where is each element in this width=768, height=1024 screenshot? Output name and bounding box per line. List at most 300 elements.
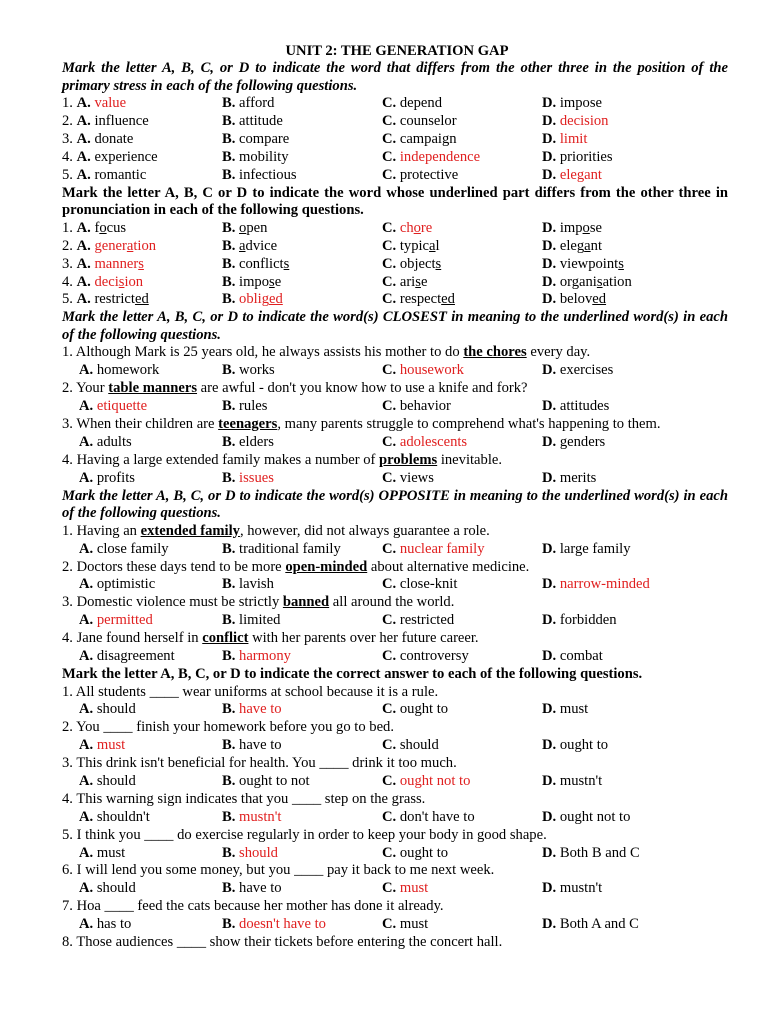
correct-answer: doesn't have to	[239, 916, 326, 933]
question-stem	[62, 559, 728, 577]
answer-option[interactable]	[222, 113, 382, 131]
stem-text: , many parents struggle to comprehend what's happening to them.	[277, 416, 661, 433]
answer-option[interactable]	[222, 274, 382, 292]
option-text: conflicts	[239, 255, 290, 272]
answer-option[interactable]	[382, 470, 542, 488]
answer-option[interactable]	[542, 113, 608, 131]
option-text: homework	[96, 362, 160, 379]
answer-option[interactable]	[382, 149, 542, 167]
option-letter: C.	[382, 398, 400, 415]
option-letter: D.	[542, 916, 560, 933]
answer-option[interactable]	[542, 880, 602, 898]
question-number: 1.	[62, 344, 76, 361]
answer-option[interactable]	[62, 131, 222, 149]
underlined-sound: s	[435, 255, 442, 272]
correct-answer: have to	[239, 701, 282, 718]
underlined-sound: ed	[134, 291, 149, 308]
question-stem	[62, 344, 728, 362]
option-text: should	[399, 737, 439, 754]
question-number: 2.	[62, 113, 77, 130]
question-number: 3.	[62, 130, 77, 147]
option-text: objects	[399, 255, 442, 272]
underlined-sound: s	[618, 255, 624, 272]
answer-option[interactable]	[79, 362, 222, 380]
answer-option[interactable]	[222, 131, 382, 149]
correct-answer: permitted	[96, 612, 153, 629]
stem-text: Although Mark is 25 years old, he always assists his mother to do	[75, 344, 464, 361]
option-letter: D.	[542, 737, 560, 754]
option-letter: C.	[382, 291, 400, 308]
option-letter: B.	[222, 844, 240, 861]
answer-option[interactable]	[542, 95, 602, 113]
answer-option[interactable]	[222, 773, 382, 791]
answer-option[interactable]	[382, 648, 542, 666]
answer-option[interactable]	[222, 648, 382, 666]
answer-option[interactable]	[62, 256, 222, 274]
options-row	[62, 612, 728, 630]
answer-option[interactable]	[79, 701, 222, 719]
answer-option[interactable]	[542, 149, 613, 167]
answer-option[interactable]	[542, 256, 624, 274]
question-number: 4.	[62, 451, 77, 468]
option-letter: B.	[222, 540, 240, 557]
options-row	[62, 737, 728, 755]
option-letter: D.	[542, 433, 560, 450]
answer-option[interactable]	[79, 809, 222, 827]
option-text: rules	[239, 398, 268, 415]
answer-option[interactable]	[222, 95, 382, 113]
section-instruction: Mark the letter A, B, C, or D to indicate the word that differs from the other three in the position of the primary stress in each of the following questions.	[62, 60, 728, 94]
answer-option[interactable]	[382, 220, 542, 238]
option-text: counselor	[399, 113, 457, 130]
answer-option[interactable]	[62, 291, 222, 309]
option-letter: B.	[222, 291, 240, 308]
stem-text: I will lend you some money, but you ____ pay it back to me next week.	[76, 862, 495, 879]
answer-option[interactable]	[222, 470, 382, 488]
option-letter: A.	[76, 273, 95, 290]
answer-option[interactable]	[79, 576, 222, 594]
answer-option[interactable]	[542, 845, 640, 863]
option-letter: C.	[382, 648, 400, 665]
option-text: focus	[94, 219, 127, 236]
answer-option[interactable]	[62, 95, 222, 113]
answer-option[interactable]	[382, 434, 542, 452]
option-letter: C.	[382, 880, 400, 897]
correct-answer: must	[96, 737, 126, 754]
answer-option[interactable]	[62, 149, 222, 167]
option-letter: C.	[382, 95, 400, 112]
options-row	[62, 541, 728, 559]
answer-option[interactable]	[542, 773, 602, 791]
underlined-sound: o	[99, 219, 107, 236]
answer-option[interactable]	[382, 809, 542, 827]
answer-option[interactable]	[222, 398, 382, 416]
answer-option[interactable]	[542, 737, 608, 755]
answer-option[interactable]	[382, 238, 542, 256]
option-letter: D.	[542, 648, 560, 665]
answer-option[interactable]	[79, 648, 222, 666]
answer-option[interactable]	[382, 541, 542, 559]
options-row	[62, 291, 728, 309]
answer-option[interactable]	[222, 880, 382, 898]
underlined-keyword: conflict	[202, 630, 249, 647]
correct-answer: mustn't	[239, 808, 282, 825]
option-letter: A.	[79, 648, 97, 665]
answer-option[interactable]	[542, 274, 632, 292]
stem-text: You ____ finish your homework before you go to bed.	[76, 719, 394, 736]
underlined-keyword: problems	[379, 451, 438, 468]
underlined-sound: o	[413, 219, 421, 236]
page-title: UNIT 2: THE GENERATION GAP	[285, 43, 509, 59]
option-letter: A.	[79, 701, 97, 718]
answer-option[interactable]	[79, 845, 222, 863]
question-number: 4.	[62, 273, 77, 290]
options-row	[62, 470, 728, 488]
answer-option[interactable]	[222, 916, 382, 934]
option-letter: A.	[76, 113, 95, 130]
question-number: 4.	[62, 790, 77, 807]
options-row	[62, 220, 728, 238]
question-number: 5.	[62, 166, 77, 183]
answer-option[interactable]	[222, 612, 382, 630]
answer-option[interactable]	[382, 701, 542, 719]
question-number: 3.	[62, 755, 77, 772]
option-text: disagreement	[96, 648, 175, 665]
question-number: 8.	[62, 933, 77, 950]
question-number: 2.	[62, 380, 77, 397]
question-number: 3.	[62, 255, 77, 272]
answer-option[interactable]	[222, 238, 382, 256]
options-row	[62, 773, 728, 791]
option-text: attitude	[239, 113, 283, 130]
option-letter: A.	[76, 255, 95, 272]
answer-option[interactable]	[542, 541, 631, 559]
option-text: impose	[559, 219, 603, 236]
question-stem	[62, 416, 728, 434]
option-letter: C.	[382, 772, 400, 789]
option-text: afford	[239, 95, 275, 112]
option-text: should	[96, 880, 136, 897]
answer-option[interactable]	[62, 274, 222, 292]
question-stem	[62, 934, 728, 952]
correct-answer: independence	[399, 148, 481, 165]
option-letter: B.	[222, 880, 240, 897]
option-letter: A.	[79, 362, 97, 379]
answer-option[interactable]	[382, 916, 542, 934]
option-text: works	[239, 362, 275, 379]
correct-answer: decision	[559, 113, 609, 130]
option-letter: D.	[542, 576, 560, 593]
question-stem	[62, 898, 728, 916]
option-letter: D.	[542, 469, 560, 486]
underlined-sound: a	[126, 237, 134, 254]
underlined-sound: ed	[441, 291, 455, 308]
question-stem	[62, 827, 728, 845]
answer-option[interactable]	[62, 220, 222, 238]
section-instruction: Mark the letter A, B, C or D to indicate the word whose underlined part differs from the other three in pronunciation in each of the following questions.	[62, 184, 728, 219]
underlined-sound: ed	[592, 291, 607, 308]
option-letter: A.	[79, 576, 97, 593]
options-row	[62, 398, 728, 416]
underlined-sound: s	[269, 273, 275, 290]
answer-option[interactable]	[542, 916, 639, 934]
option-text: Both A and C	[559, 916, 639, 933]
option-letter: C.	[382, 701, 400, 718]
answer-option[interactable]	[222, 291, 382, 309]
option-letter: D.	[542, 95, 560, 112]
option-letter: A.	[79, 398, 97, 415]
option-letter: C.	[382, 113, 400, 130]
question-number: 1.	[62, 95, 77, 112]
option-letter: D.	[542, 701, 560, 718]
answer-option[interactable]	[382, 291, 542, 309]
option-text: have to	[239, 880, 282, 897]
correct-answer: manners	[94, 255, 144, 272]
options-row	[62, 131, 728, 149]
option-letter: B.	[222, 148, 240, 165]
stem-text: This warning sign indicates that you ____ step on the grass.	[76, 790, 426, 807]
option-letter: A.	[79, 540, 97, 557]
option-letter: C.	[382, 844, 400, 861]
answer-option[interactable]	[542, 167, 602, 185]
option-letter: C.	[382, 273, 400, 290]
question-number: 2.	[62, 237, 77, 254]
option-letter: A.	[76, 166, 95, 183]
answer-option[interactable]	[542, 470, 596, 488]
correct-answer: value	[94, 95, 127, 112]
question-stem	[62, 594, 728, 612]
option-letter: B.	[222, 576, 240, 593]
answer-option[interactable]	[382, 362, 542, 380]
answer-option[interactable]	[222, 256, 382, 274]
answer-option[interactable]	[79, 541, 222, 559]
question-number: 7.	[62, 898, 77, 915]
answer-option[interactable]	[542, 612, 617, 630]
option-letter: B.	[222, 113, 240, 130]
option-letter: B.	[222, 362, 240, 379]
question-number: 1.	[62, 683, 76, 700]
option-text: close-knit	[399, 576, 458, 593]
answer-option[interactable]	[382, 845, 542, 863]
question-stem	[62, 523, 728, 541]
option-letter: B.	[222, 166, 240, 183]
correct-answer: chore	[399, 219, 433, 236]
answer-option[interactable]	[382, 95, 542, 113]
underlined-sound: s	[283, 255, 290, 272]
answer-option[interactable]	[222, 737, 382, 755]
stem-text: all around the world.	[329, 594, 455, 611]
answer-option[interactable]	[79, 398, 222, 416]
option-text: impose	[559, 95, 603, 112]
answer-option[interactable]	[222, 701, 382, 719]
underlined-sound: ed	[269, 291, 283, 308]
option-text: genders	[559, 433, 606, 450]
answer-option[interactable]	[79, 434, 222, 452]
option-letter: C.	[382, 916, 400, 933]
question-stem	[62, 452, 728, 470]
option-text: restricted	[94, 291, 149, 308]
answer-option[interactable]	[79, 773, 222, 791]
option-text: priorities	[559, 148, 613, 165]
answer-option[interactable]	[222, 149, 382, 167]
options-row	[62, 809, 728, 827]
option-letter: B.	[222, 916, 240, 933]
stem-text: every day.	[526, 344, 591, 361]
underlined-keyword: extended family	[140, 522, 240, 539]
correct-answer: elegant	[559, 166, 602, 183]
option-letter: A.	[79, 469, 97, 486]
option-letter: C.	[382, 737, 400, 754]
answer-option[interactable]	[382, 167, 542, 185]
answer-option[interactable]	[62, 167, 222, 185]
option-text: forbidden	[559, 612, 617, 629]
answer-option[interactable]	[79, 880, 222, 898]
answer-option[interactable]	[542, 701, 588, 719]
option-letter: A.	[79, 433, 97, 450]
option-letter: D.	[542, 808, 560, 825]
option-text: don't have to	[399, 808, 475, 825]
answer-option[interactable]	[382, 256, 542, 274]
answer-option[interactable]	[542, 220, 602, 238]
answer-option[interactable]	[222, 576, 382, 594]
option-letter: D.	[542, 612, 560, 629]
option-letter: B.	[222, 701, 240, 718]
option-letter: D.	[542, 148, 560, 165]
stem-text: Domestic violence must be strictly	[76, 594, 283, 611]
option-text: should	[96, 772, 136, 789]
question-number: 5.	[62, 826, 77, 843]
answer-option[interactable]	[79, 470, 222, 488]
option-letter: D.	[542, 255, 560, 272]
answer-option[interactable]	[542, 131, 587, 149]
answer-option[interactable]	[542, 434, 605, 452]
answer-option[interactable]	[382, 773, 542, 791]
options-row	[62, 880, 728, 898]
answer-option[interactable]	[382, 576, 542, 594]
correct-answer: must	[399, 880, 429, 897]
answer-option[interactable]	[382, 274, 542, 292]
question-stem	[62, 684, 728, 702]
answer-option[interactable]	[542, 809, 630, 827]
option-letter: C.	[382, 237, 400, 254]
answer-option[interactable]	[222, 362, 382, 380]
answer-option[interactable]	[542, 362, 613, 380]
option-text: controversy	[399, 648, 469, 665]
option-text: traditional family	[239, 540, 341, 557]
question-number: 1.	[62, 522, 77, 539]
options-row	[62, 916, 728, 934]
stem-text: Having a large extended family makes a number of	[76, 451, 380, 468]
stem-text: Doctors these days tend to be more	[76, 558, 286, 575]
answer-option[interactable]	[79, 737, 222, 755]
answer-option[interactable]	[542, 398, 609, 416]
option-text: protective	[399, 166, 459, 183]
underlined-sound: a	[584, 237, 591, 254]
stem-text: Jane found herself in	[76, 630, 203, 647]
answer-option[interactable]	[62, 113, 222, 131]
underlined-sound: o	[239, 219, 247, 236]
answer-option[interactable]	[542, 648, 603, 666]
option-text: optimistic	[96, 576, 156, 593]
option-text: has to	[96, 916, 132, 933]
answer-option[interactable]	[79, 916, 222, 934]
option-letter: B.	[222, 95, 240, 112]
stem-text: I think you ____ do exercise regularly in order to keep your body in good shape.	[76, 826, 547, 843]
option-text: organisation	[559, 273, 632, 290]
stem-text: about alternative medicine.	[367, 558, 530, 575]
option-letter: C.	[382, 362, 400, 379]
correct-answer: decision	[94, 273, 144, 290]
answer-option[interactable]	[222, 220, 382, 238]
option-letter: B.	[222, 273, 240, 290]
option-letter: D.	[542, 219, 560, 236]
option-text: profits	[96, 469, 135, 486]
option-letter: A.	[79, 772, 97, 789]
answer-option[interactable]	[222, 809, 382, 827]
correct-answer: ought not to	[399, 772, 471, 789]
question-number: 1.	[62, 219, 77, 236]
question-stem	[62, 755, 728, 773]
option-text: shouldn't	[96, 808, 150, 825]
option-letter: B.	[222, 469, 240, 486]
option-letter: D.	[542, 844, 560, 861]
option-text: ought to not	[239, 772, 310, 789]
answer-option[interactable]	[382, 131, 542, 149]
answer-option[interactable]	[382, 113, 542, 131]
answer-option[interactable]	[62, 238, 222, 256]
answer-option[interactable]	[382, 398, 542, 416]
underlined-sound: s	[138, 255, 144, 272]
question-stem	[62, 380, 728, 398]
answer-option[interactable]	[222, 167, 382, 185]
option-letter: A.	[76, 148, 95, 165]
option-letter: A.	[76, 219, 95, 236]
option-text: elegant	[559, 237, 602, 254]
correct-answer: should	[239, 844, 278, 861]
option-text: close family	[96, 540, 169, 557]
underlined-keyword: teenagers	[218, 416, 278, 433]
question-stem	[62, 719, 728, 737]
answer-option[interactable]	[222, 541, 382, 559]
option-text: have to	[239, 737, 282, 754]
answer-option[interactable]	[542, 291, 606, 309]
option-letter: C.	[382, 469, 400, 486]
answer-option[interactable]	[382, 737, 542, 755]
option-text: depend	[399, 95, 442, 112]
option-text: must	[559, 701, 589, 718]
answer-option[interactable]	[542, 576, 650, 594]
section-instruction: Mark the letter A, B, C, or D to indicate the word(s) OPPOSITE in meaning to the underlined word(s) in each of the following questions.	[62, 487, 728, 522]
answer-option[interactable]	[542, 238, 602, 256]
correct-answer: narrow-minded	[559, 576, 650, 593]
option-text: mobility	[239, 148, 289, 165]
section-instruction: Mark the letter A, B, C, or D to indicate the correct answer to each of the following questions.	[62, 665, 643, 682]
answer-option[interactable]	[382, 880, 542, 898]
option-text: large family	[559, 540, 631, 557]
answer-option[interactable]	[222, 434, 382, 452]
answer-option[interactable]	[222, 845, 382, 863]
option-text: romantic	[94, 166, 147, 183]
options-row	[62, 362, 728, 380]
correct-answer: etiquette	[96, 398, 148, 415]
answer-option[interactable]	[382, 612, 542, 630]
option-text: impose	[239, 273, 282, 290]
option-text: ought to	[399, 844, 449, 861]
option-letter: B.	[222, 772, 240, 789]
answer-option[interactable]	[79, 612, 222, 630]
option-text: typical	[399, 237, 440, 254]
stem-text: with her parents over her future career.	[248, 630, 479, 647]
